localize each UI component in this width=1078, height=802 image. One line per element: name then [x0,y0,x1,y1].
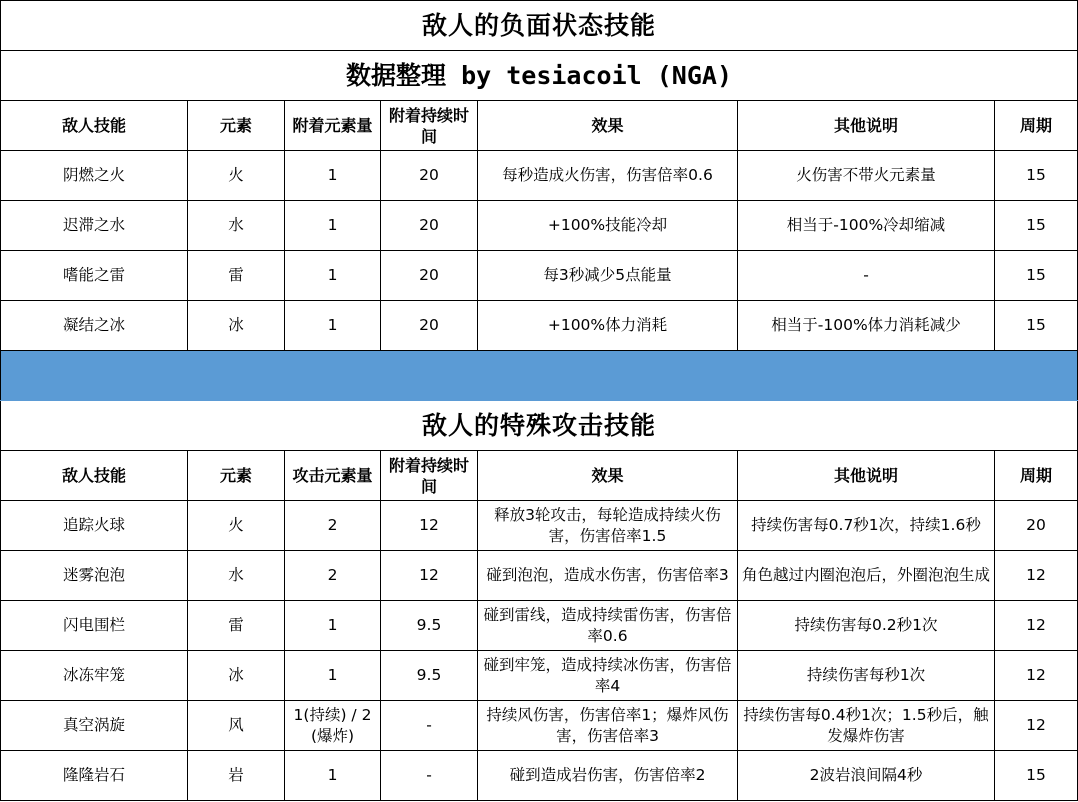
divider-fill [1,351,1078,401]
table-cell: 持续伤害每0.4秒1次；1.5秒后，触发爆炸伤害 [738,701,995,751]
table-cell: 20 [381,301,478,351]
table-row [1,251,1078,301]
table-cell: 20 [381,151,478,201]
header-cell: 元素 [188,101,285,151]
table-cell: 隆隆岩石 [1,751,188,801]
table-cell: - [381,701,478,751]
table-cell: 15 [995,251,1078,301]
table-cell: 雷 [188,601,285,651]
section-divider-band [1,351,1078,401]
table-cell: 1 [285,201,381,251]
table-cell: 15 [995,301,1078,351]
table-cell: 相当于-100%体力消耗减少 [738,301,995,351]
header-row-section1 [1,101,1078,151]
table-cell: 水 [188,551,285,601]
header-cell: 其他说明 [738,101,995,151]
table-cell: 冰 [188,301,285,351]
table-cell: 15 [995,201,1078,251]
header-cell: 附着持续时间 [381,451,478,501]
table-cell: 真空涡旋 [1,701,188,751]
table-cell: 相当于-100%冷却缩减 [738,201,995,251]
header-cell: 攻击元素量 [285,451,381,501]
table-cell: 9.5 [381,601,478,651]
table-cell: - [381,751,478,801]
table-cell: +100%体力消耗 [478,301,738,351]
table-cell: 12 [995,551,1078,601]
table-row [1,701,1078,751]
title-row-1 [1,1,1078,51]
table-cell: 闪电围栏 [1,601,188,651]
table-cell: 2波岩浪间隔4秒 [738,751,995,801]
table-cell: 凝结之冰 [1,301,188,351]
header-cell: 附着持续时间 [381,101,478,151]
table-row [1,151,1078,201]
table-cell: 迷雾泡泡 [1,551,188,601]
header-cell: 其他说明 [738,451,995,501]
table-cell: 每秒造成火伤害，伤害倍率0.6 [478,151,738,201]
table-cell: 阴燃之火 [1,151,188,201]
table-cell: 冰 [188,651,285,701]
table-cell: 持续风伤害，伤害倍率1；爆炸风伤害，伤害倍率3 [478,701,738,751]
table-cell: 火伤害不带火元素量 [738,151,995,201]
table-cell: 追踪火球 [1,501,188,551]
table-cell: 雷 [188,251,285,301]
title-row-2 [1,401,1078,451]
table-cell: 释放3轮攻击，每轮造成持续火伤害，伤害倍率1.5 [478,501,738,551]
table-row [1,501,1078,551]
table-cell: 碰到牢笼，造成持续冰伤害，伤害倍率4 [478,651,738,701]
table-title-special-attacks: 敌人的特殊攻击技能 [1,401,1078,451]
table-cell: 2 [285,551,381,601]
table-cell: 2 [285,501,381,551]
header-cell: 周期 [995,101,1078,151]
table-cell: 20 [995,501,1078,551]
table-title-negative-status: 敌人的负面状态技能 [1,1,1078,51]
table-cell: 1 [285,651,381,701]
table-cell: 碰到雷线，造成持续雷伤害，伤害倍率0.6 [478,601,738,651]
table-cell: 火 [188,151,285,201]
table-cell: 碰到造成岩伤害，伤害倍率2 [478,751,738,801]
header-cell: 效果 [478,451,738,501]
table-subtitle-credit: 数据整理 by tesiacoil (NGA) [1,51,1078,101]
header-cell: 元素 [188,451,285,501]
table-cell: 1(持续) / 2(爆炸) [285,701,381,751]
table-row [1,301,1078,351]
header-cell: 敌人技能 [1,451,188,501]
table-cell: 20 [381,201,478,251]
table-cell: 嗜能之雷 [1,251,188,301]
header-cell: 附着元素量 [285,101,381,151]
table-cell: +100%技能冷却 [478,201,738,251]
table-cell: 1 [285,251,381,301]
table-row [1,651,1078,701]
table-row [1,551,1078,601]
header-cell: 周期 [995,451,1078,501]
table-cell: 15 [995,151,1078,201]
table-cell: 持续伤害每秒1次 [738,651,995,701]
table-cell: 1 [285,601,381,651]
table-cell: 每3秒减少5点能量 [478,251,738,301]
table-cell: 角色越过内圈泡泡后，外圈泡泡生成 [738,551,995,601]
table-cell: 火 [188,501,285,551]
table-cell: 9.5 [381,651,478,701]
subtitle-row [1,51,1078,101]
table-cell: 12 [995,601,1078,651]
table-cell: 1 [285,751,381,801]
table-row [1,201,1078,251]
table-cell: 持续伤害每0.2秒1次 [738,601,995,651]
header-cell: 敌人技能 [1,101,188,151]
table-cell: 12 [381,501,478,551]
table-cell: - [738,251,995,301]
table-cell: 冰冻牢笼 [1,651,188,701]
table-cell: 水 [188,201,285,251]
table-cell: 15 [995,751,1078,801]
table-cell: 1 [285,151,381,201]
table-row [1,601,1078,651]
table-cell: 20 [381,251,478,301]
table-cell: 12 [995,651,1078,701]
table-row [1,751,1078,801]
header-cell: 效果 [478,101,738,151]
table-cell: 1 [285,301,381,351]
table-cell: 岩 [188,751,285,801]
table-cell: 碰到泡泡，造成水伤害，伤害倍率3 [478,551,738,601]
header-row-section2 [1,451,1078,501]
table-cell: 风 [188,701,285,751]
table-cell: 12 [995,701,1078,751]
table-cell: 12 [381,551,478,601]
table-cell: 持续伤害每0.7秒1次，持续1.6秒 [738,501,995,551]
table-cell: 迟滞之水 [1,201,188,251]
